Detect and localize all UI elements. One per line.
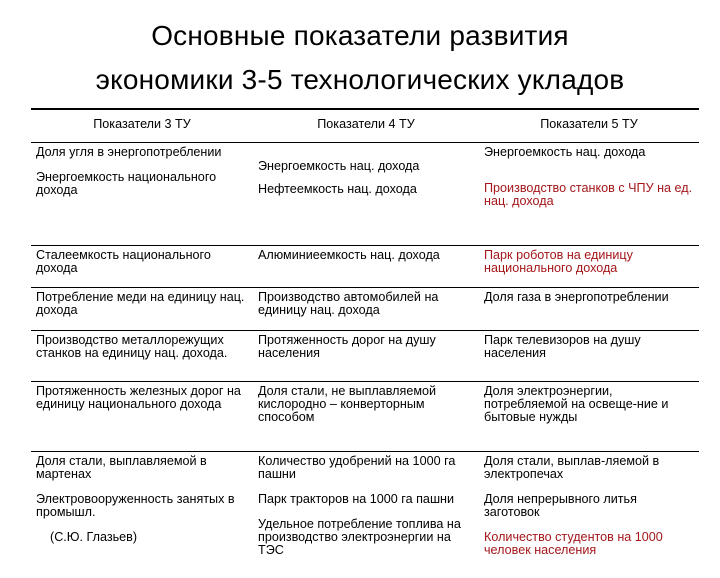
table-cell [31, 452, 253, 578]
table-cell: Производство металлорежущих станков на единицу нац. дохода. [31, 331, 253, 382]
table-cell: Парк телевизоров на душу населения [479, 331, 699, 382]
table-cell-highlight: Парк роботов на единицу национального дохода [479, 246, 699, 288]
cell-text: Доля непрерывного литья заготовок [484, 493, 694, 519]
cell-text: Энергоемкость нац. дохода [484, 146, 694, 159]
title-line-2: экономики 3-5 технологических укладов [0, 58, 720, 102]
table-row [31, 452, 699, 578]
table-cell: Производство автомобилей на единицу нац. дохода [253, 288, 479, 331]
cell-text: Доля стали, выплав-ляемой в электропечах [484, 455, 694, 481]
table-row [31, 382, 699, 452]
cell-text: Парк тракторов на 1000 га пашни [258, 493, 474, 506]
table-row [31, 331, 699, 382]
table-cell: Потребление меди на единицу нац. дохода [31, 288, 253, 331]
cell-text-highlight: Количество студентов на 1000 человек населения [484, 531, 694, 557]
header-3tu: Показатели 3 ТУ [31, 109, 253, 143]
table-cell [479, 452, 699, 578]
table-cell [31, 143, 253, 246]
table-cell [253, 452, 479, 578]
cell-text: Удельное потребление топлива на производство электроэнергии на ТЭС [258, 518, 474, 557]
title-line-1: Основные показатели развития [0, 14, 720, 58]
cell-text: Количество удобрений на 1000 га пашни [258, 455, 474, 481]
cell-text: Электровооруженность занятых в промышл. [36, 493, 248, 519]
source-attribution: (С.Ю. Глазьев) [36, 531, 248, 544]
table-row [31, 143, 699, 246]
table-cell: Протяженность дорог на душу населения [253, 331, 479, 382]
cell-text: Доля стали, выплавляемой в мартенах [36, 455, 248, 481]
table-header-row [31, 109, 699, 143]
header-4tu: Показатели 4 ТУ [253, 109, 479, 143]
cell-text: Энергоемкость национального дохода [36, 171, 248, 197]
cell-text: Доля угля в энергопотреблении [36, 146, 248, 159]
table-cell: Доля газа в энергопотреблении [479, 288, 699, 331]
table-cell: Доля электроэнергии, потребляемой на освеще-ние и бытовые нужды [479, 382, 699, 452]
table-cell [253, 143, 479, 246]
table-cell: Протяженность железных дорог на единицу национального дохода [31, 382, 253, 452]
cell-text: Энергоемкость нац. дохода [258, 146, 474, 173]
table-row [31, 246, 699, 288]
table-cell [479, 143, 699, 246]
slide-title [0, 14, 720, 102]
table-cell: Доля стали, не выплавляемой кислородно – конверторным способом [253, 382, 479, 452]
table-cell: Алюминиеемкость нац. дохода [253, 246, 479, 288]
cell-text: Нефтеемкость нац. дохода [258, 183, 474, 196]
table-cell: Сталеемкость национального дохода [31, 246, 253, 288]
header-5tu: Показатели 5 ТУ [479, 109, 699, 143]
table-row [31, 288, 699, 331]
cell-text-highlight: Производство станков с ЧПУ на ед. нац. дохода [484, 182, 694, 208]
indicators-table [31, 108, 699, 578]
